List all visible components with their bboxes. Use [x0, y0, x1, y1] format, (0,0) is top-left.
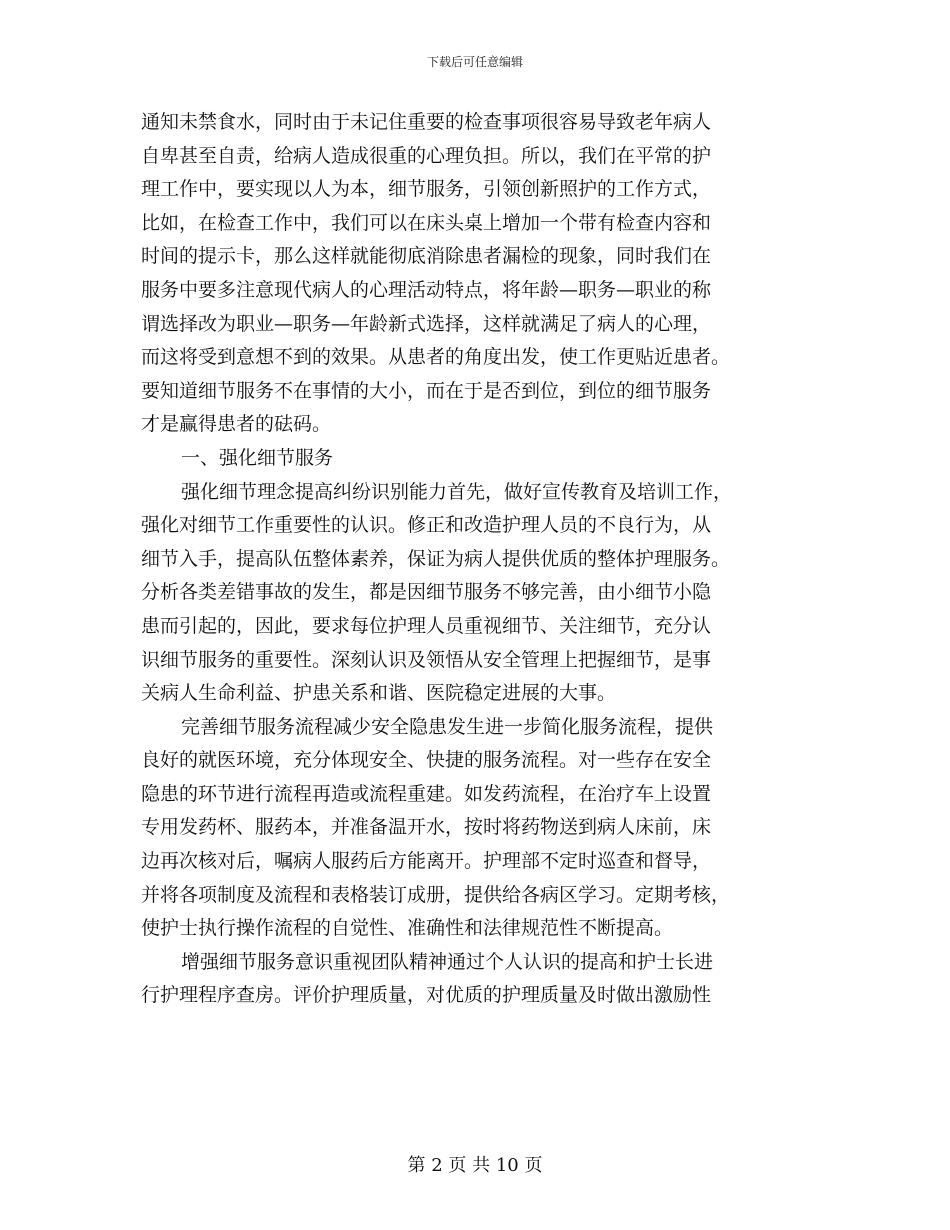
text-line-16: 患而引起的，因此，要求每位护理人员重视细节、关注细节，充分认	[141, 614, 712, 637]
text-line-17: 识细节服务的重要性。深刻认识及领悟从安全管理上把握细节，是事	[141, 648, 712, 671]
section-heading: 一、强化细节服务	[181, 446, 334, 469]
text-line-21: 隐患的环节进行流程再造或流程重建。如发药流程，在治疗车上设置	[141, 782, 712, 805]
text-line-13: 强化对细节工作重要性的认识。修正和改造护理人员的不良行为，从	[141, 514, 712, 537]
text-line-14: 细节入手，提高队伍整体素养，保证为病人提供优质的整体护理服务。	[141, 547, 731, 570]
text-line-24: 并将各项制度及流程和表格装订成册，提供给各病区学习。定期考核，	[141, 883, 731, 906]
text-line-23: 边再次核对后，嘱病人服药后方能离开。护理部不定时巡查和督导，	[141, 850, 712, 873]
text-line-20: 良好的就医环境，充分体现安全、快捷的服务流程。对一些存在安全	[141, 749, 712, 772]
text-line-27: 行护理程序查房。评价护理质量，对优质的护理质量及时做出激励性	[141, 984, 712, 1007]
text-line-4: 比如，在检查工作中，我们可以在床头桌上增加一个带有检查内容和	[141, 211, 712, 234]
text-line-22: 专用发药杯、服药本，并准备温开水，按时将药物送到病人床前，床	[141, 816, 712, 839]
text-line-25: 使护士执行操作流程的自觉性、准确性和法律规范性不断提高。	[141, 917, 674, 940]
text-line-9: 要知道细节服务不在事情的大小，而在于是否到位，到位的细节服务	[141, 379, 712, 402]
text-line-10: 才是赢得患者的砝码。	[141, 413, 332, 436]
text-line-7: 谓选择改为职业—职务—年龄新式选择，这样就满足了病人的心理，	[141, 312, 712, 335]
page-number-footer: 第 2 页 共 10 页	[407, 1155, 543, 1176]
text-line-5: 时间的提示卡，那么这样就能彻底消除患者漏检的现象，同时我们在	[141, 245, 712, 268]
text-line-8: 而这将受到意想不到的效果。从患者的角度出发，使工作更贴近患者。	[141, 346, 731, 369]
text-line-12: 强化细节理念提高纠纷识别能力首先，做好宣传教育及培训工作，	[181, 480, 733, 503]
text-line-18: 关病人生命利益、护患关系和谐、医院稳定进展的大事。	[141, 682, 617, 705]
text-line-3: 理工作中，要实现以人为本，细节服务，引领创新照护的工作方式，	[141, 178, 712, 201]
text-line-6: 服务中要多注意现代病人的心理活动特点，将年龄—职务—职业的称	[141, 278, 712, 301]
text-line-19: 完善细节服务流程减少安全隐患发生进一步简化服务流程，提供	[181, 715, 714, 738]
text-line-15: 分析各类差错事故的发生，都是因细节服务不够完善，由小细节小隐	[141, 581, 712, 604]
page-header: 下载后可任意编辑	[426, 55, 523, 69]
text-line-26: 增强细节服务意识重视团队精神通过个人认识的提高和护士长进	[181, 950, 714, 973]
text-line-1: 通知未禁食水，同时由于未记住重要的检查事项很容易导致老年病人	[141, 111, 712, 133]
body-text	[141, 106, 811, 1013]
text-line-2: 自卑甚至自责，给病人造成很重的心理负担。所以，我们在平常的护	[141, 144, 712, 167]
